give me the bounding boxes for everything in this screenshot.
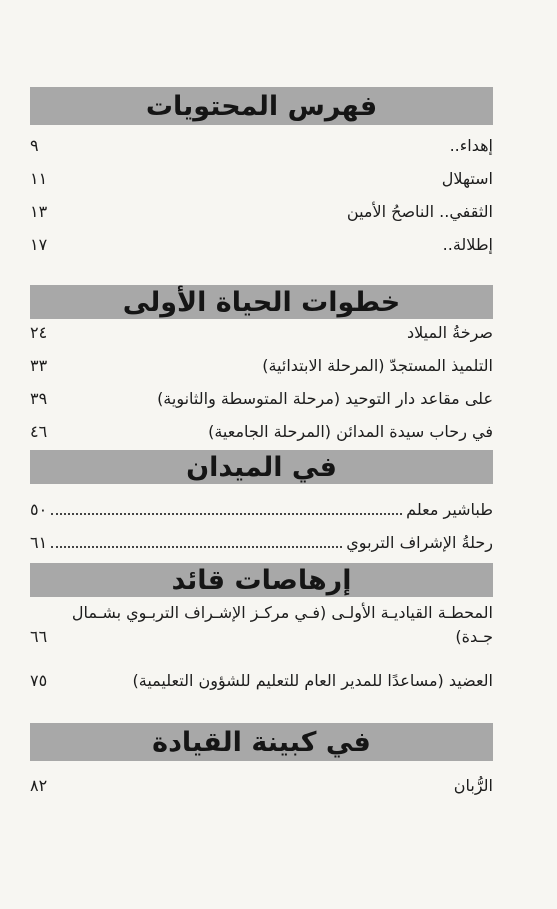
section-title: فهرس المحتويات xyxy=(145,90,378,122)
toc-entry xyxy=(30,600,493,648)
toc-entry xyxy=(30,527,493,557)
dot-leader xyxy=(51,513,402,515)
toc-entry xyxy=(30,494,493,524)
toc-entry xyxy=(30,130,493,160)
entry-page-number: ٨٢ xyxy=(30,775,48,795)
entry-page-number: ٧٥ xyxy=(30,670,48,690)
entry-title: في رحاب سيدة المدائن (المرحلة الجامعية) xyxy=(208,421,493,441)
toc-entry xyxy=(30,163,493,193)
section-title: إرهاصات قائد xyxy=(171,564,352,596)
entry-title: طباشير معلم xyxy=(406,499,493,519)
entry-title-line-2: جـدة) xyxy=(455,626,493,646)
entry-page-number: ٩ xyxy=(30,135,39,155)
section-heading-contents xyxy=(30,87,493,125)
entry-page-number: ٤٦ xyxy=(30,421,48,441)
entry-page-number: ٥٠ xyxy=(30,499,48,519)
entry-page-number: ٢٤ xyxy=(30,322,48,342)
entry-page-number: ١٣ xyxy=(30,201,48,221)
entry-page-number: ٣٩ xyxy=(30,388,48,408)
toc-entry xyxy=(30,229,493,259)
dot-leader xyxy=(51,546,342,548)
section-title: في الميدان xyxy=(186,451,337,483)
entry-title: استهلال xyxy=(441,168,493,188)
toc-entry xyxy=(30,196,493,226)
toc-entry xyxy=(30,665,493,695)
entry-page-number: ٦١ xyxy=(30,532,48,552)
toc-entry xyxy=(30,350,493,380)
entry-page-number: ١١ xyxy=(30,168,48,188)
entry-title: الثقفي.. الناصحُ الأمين xyxy=(346,201,493,221)
section-title: في كبينة القيادة xyxy=(152,726,371,758)
entry-title: إطلالة.. xyxy=(442,234,493,254)
toc-entry xyxy=(30,383,493,413)
section-heading-early-life xyxy=(30,285,493,319)
toc-entry xyxy=(30,317,493,347)
section-title: خطوات الحياة الأولى xyxy=(122,286,401,318)
entry-title: رحلةُ الإشراف التربوي xyxy=(346,532,493,552)
entry-title: الرُّبان xyxy=(453,775,493,795)
entry-title: على مقاعد دار التوحيد (مرحلة المتوسطة والثانوية) xyxy=(157,388,493,408)
entry-title: العضيد (مساعدًا للمدير العام للتعليم للشؤون التعليمية) xyxy=(132,670,493,690)
entry-page-number: ١٧ xyxy=(30,234,48,254)
section-heading-cockpit xyxy=(30,723,493,761)
entry-page-number: ٦٦ xyxy=(30,626,48,646)
toc-entry xyxy=(30,770,493,800)
toc-entry xyxy=(30,416,493,446)
entry-page-number: ٣٣ xyxy=(30,355,48,375)
entry-title: التلميذ المستجدّ (المرحلة الابتدائية) xyxy=(262,355,493,375)
entry-title: صرخةُ الميلاد xyxy=(406,322,493,342)
section-heading-field xyxy=(30,450,493,484)
entry-title-line-1: المحطـة القياديـة الأولـى (فـي مركـز الإشـراف التربـوي بشـمال xyxy=(71,602,493,622)
entry-title: إهداء.. xyxy=(449,135,493,155)
section-heading-leader-signs xyxy=(30,563,493,597)
